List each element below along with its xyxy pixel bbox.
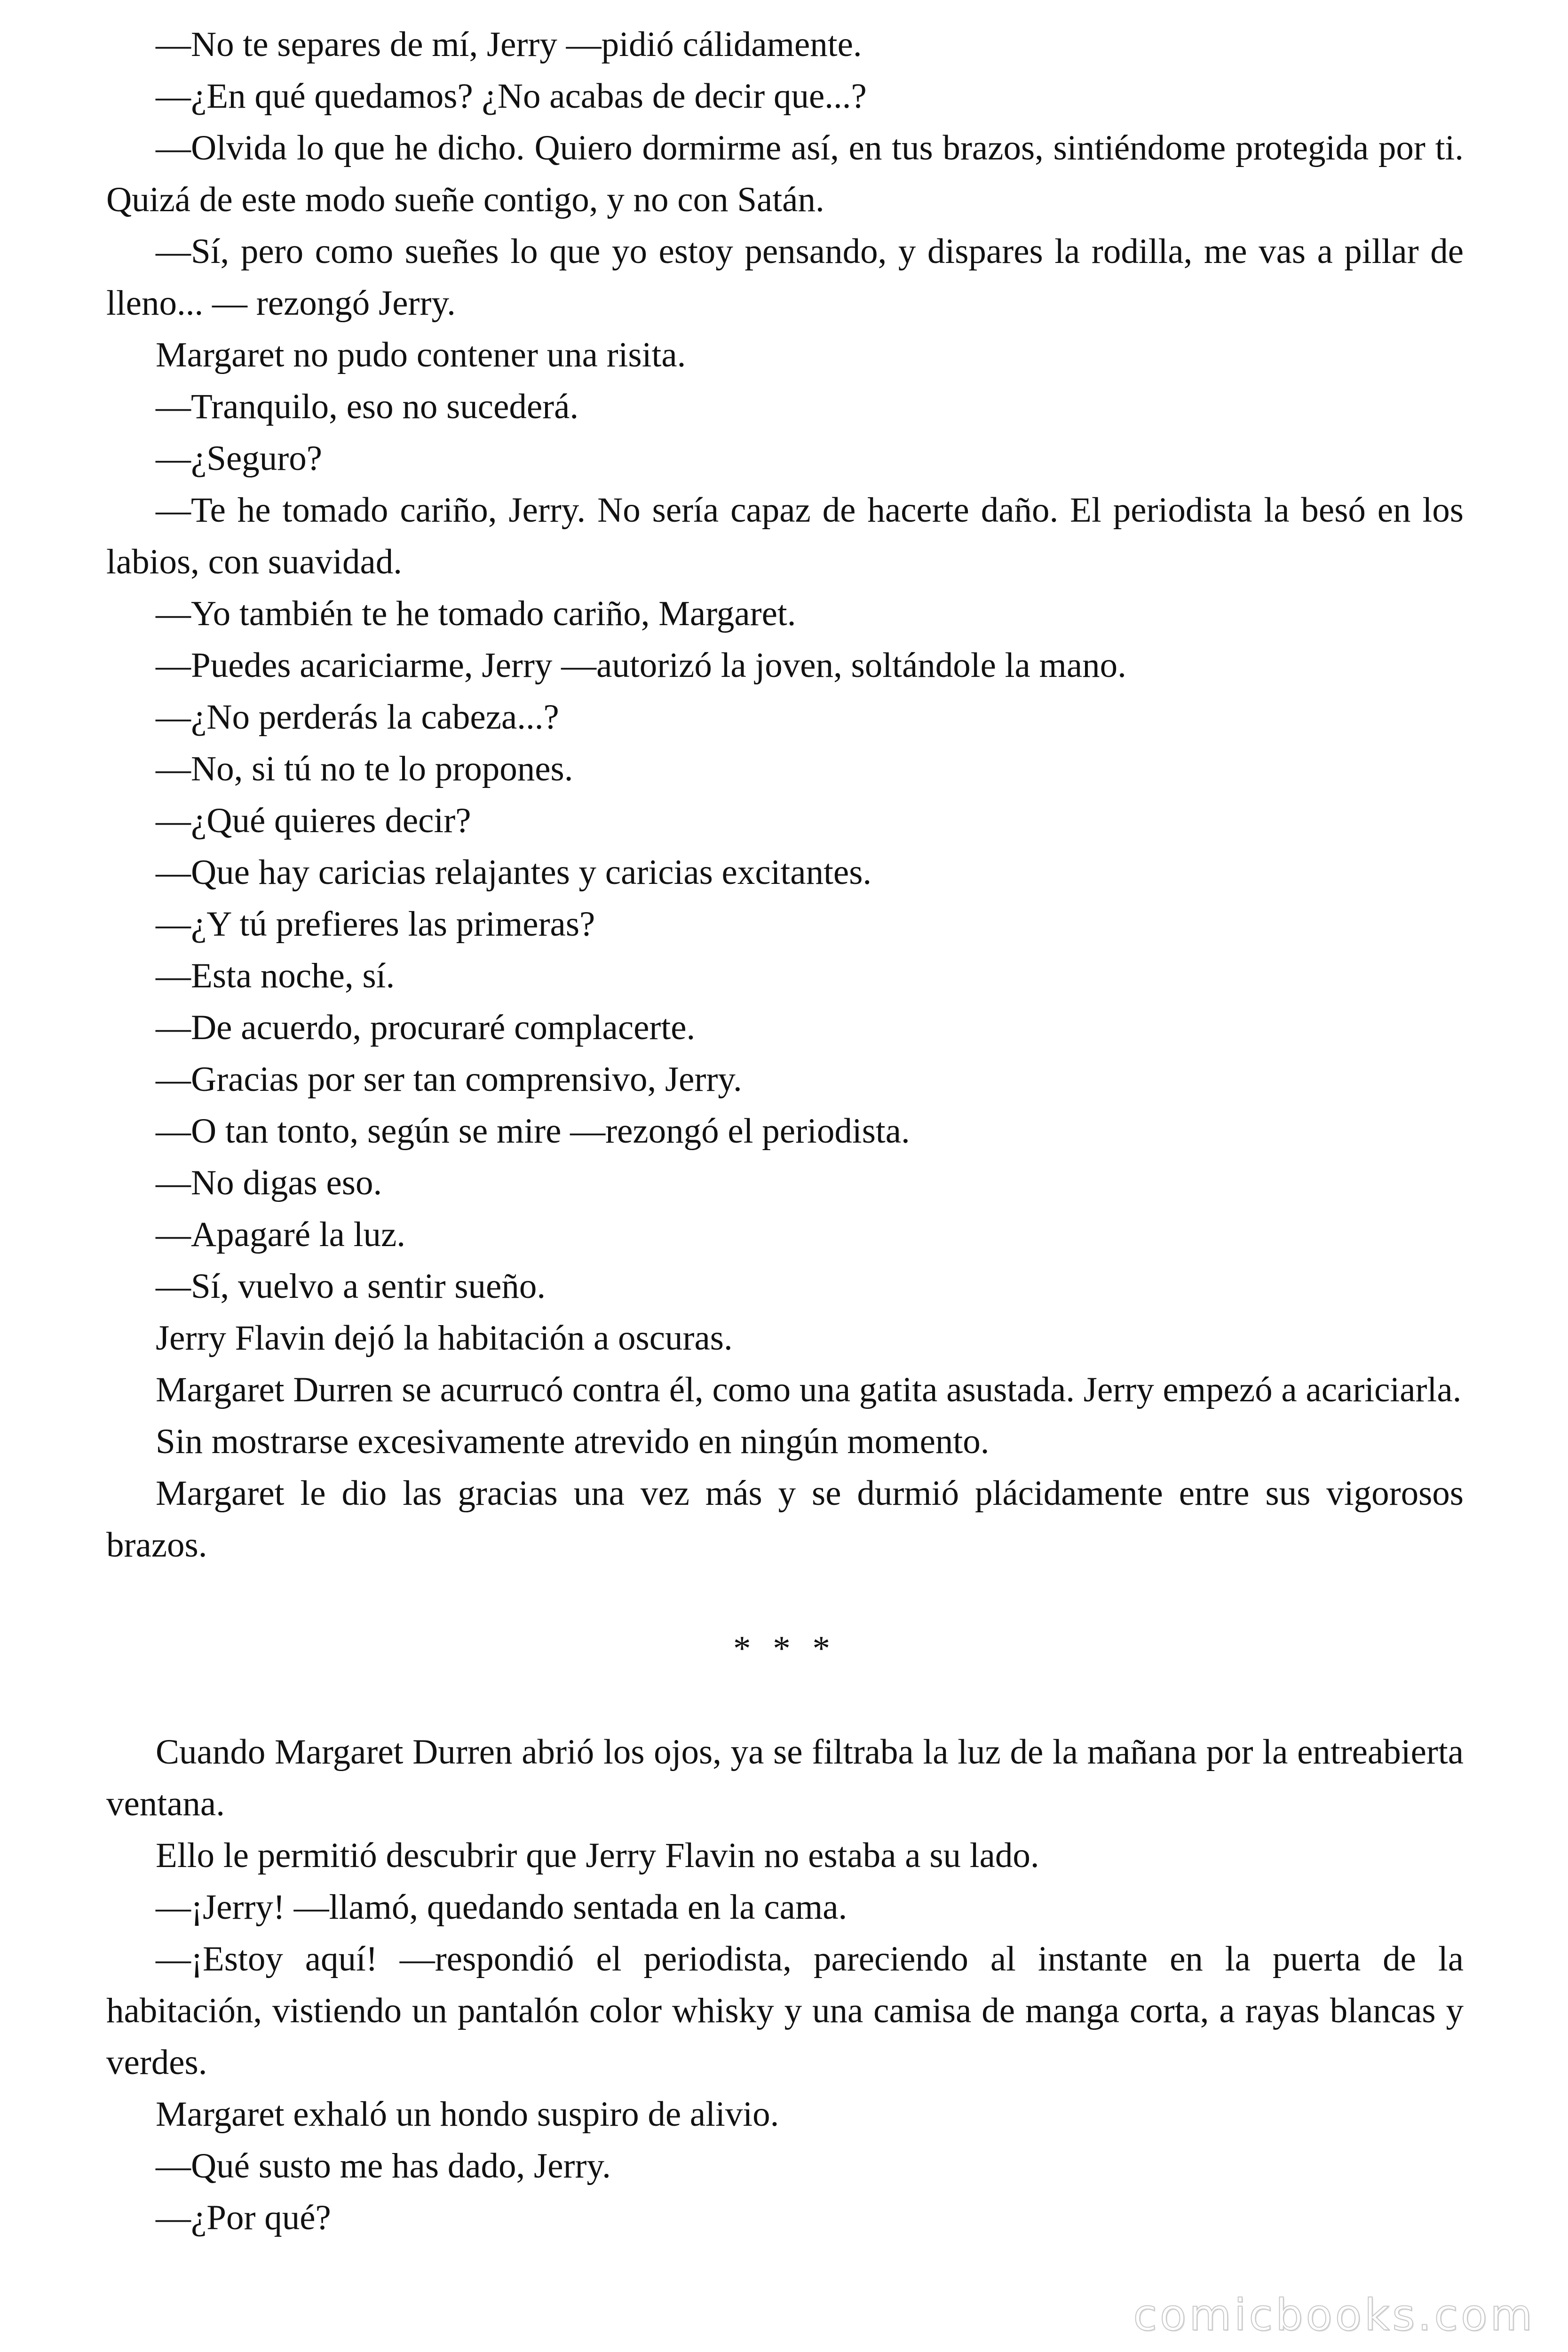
watermark: comicbooks.com bbox=[1133, 2290, 1535, 2340]
paragraph: —¿En qué quedamos? ¿No acabas de decir que...? bbox=[156, 77, 867, 116]
paragraph: Margaret no pudo contener una risita. bbox=[156, 335, 686, 374]
paragraph: —¿Y tú prefieres las primeras? bbox=[156, 905, 595, 944]
text-block-after bbox=[106, 1726, 1464, 2244]
paragraph: Cuando Margaret Durren abrió los ojos, ya se filtraba la luz de la mañana por la entreabierta ventana. bbox=[106, 1732, 1464, 1823]
paragraph: —¡Jerry! —llamó, quedando sentada en la cama. bbox=[156, 1888, 847, 1927]
paragraph: —No digas eso. bbox=[156, 1163, 382, 1202]
paragraph: —No, si tú no te lo propones. bbox=[156, 749, 573, 788]
paragraph: —Que hay caricias relajantes y caricias excitantes. bbox=[156, 853, 872, 892]
paragraph: —De acuerdo, procuraré complacerte. bbox=[156, 1008, 696, 1047]
paragraph: —¡Estoy aquí! —respondió el periodista, pareciendo al instante en la puerta de la habitación, vistiendo un pantalón color whisky y una camisa de manga corta, a rayas blancas y verdes. bbox=[106, 1939, 1464, 2082]
paragraph: —Tranquilo, eso no sucederá. bbox=[156, 387, 579, 426]
paragraph: —Gracias por ser tan comprensivo, Jerry. bbox=[156, 1060, 742, 1099]
paragraph: Margaret Durren se acurrucó contra él, como una gatita asustada. Jerry empezó a acariciarla. bbox=[156, 1370, 1462, 1409]
paragraph: —Esta noche, sí. bbox=[156, 956, 395, 995]
paragraph: Margaret exhaló un hondo suspiro de alivio. bbox=[156, 2095, 779, 2134]
paragraph: —Te he tomado cariño, Jerry. No sería capaz de hacerte daño. El periodista la besó en los labios, con suavidad. bbox=[106, 491, 1464, 581]
paragraph: —No te separes de mí, Jerry —pidió cálidamente. bbox=[156, 25, 862, 64]
paragraph: —Sí, pero como sueñes lo que yo estoy pensando, y dispares la rodilla, me vas a pillar de lleno... — rezongó Jerry. bbox=[106, 232, 1464, 323]
paragraph: Sin mostrarse excesivamente atrevido en ningún momento. bbox=[156, 1422, 990, 1461]
paragraph: —¿Qué quieres decir? bbox=[156, 801, 471, 840]
paragraph: —¿No perderás la cabeza...? bbox=[156, 698, 559, 737]
paragraph: —Sí, vuelvo a sentir sueño. bbox=[156, 1267, 546, 1306]
paragraph: —¿Por qué? bbox=[156, 2198, 331, 2237]
paragraph: —O tan tonto, según se mire —rezongó el periodista. bbox=[156, 1112, 910, 1151]
paragraph: Margaret le dio las gracias una vez más y se durmió plácidamente entre sus vigorosos brazos. bbox=[106, 1474, 1464, 1565]
paragraph: —Apagaré la luz. bbox=[156, 1215, 406, 1254]
paragraph: Jerry Flavin dejó la habitación a oscuras. bbox=[156, 1319, 733, 1358]
paragraph: —¿Seguro? bbox=[156, 439, 323, 478]
paragraph: —Qué susto me has dado, Jerry. bbox=[156, 2146, 611, 2185]
paragraph: —Olvida lo que he dicho. Quiero dormirme así, en tus brazos, sintiéndome protegida por ti. Quizá de este modo sueñe contigo, y no con Satán. bbox=[106, 128, 1464, 219]
paragraph: —Yo también te he tomado cariño, Margaret. bbox=[156, 594, 796, 633]
section-separator: * * * bbox=[733, 1629, 837, 1668]
paragraph: —Puedes acariciarme, Jerry —autorizó la joven, soltándole la mano. bbox=[156, 646, 1126, 685]
book-page bbox=[106, 19, 1464, 2244]
text-block-before bbox=[106, 19, 1464, 1571]
paragraph: Ello le permitió descubrir que Jerry Flavin no estaba a su lado. bbox=[156, 1836, 1039, 1875]
